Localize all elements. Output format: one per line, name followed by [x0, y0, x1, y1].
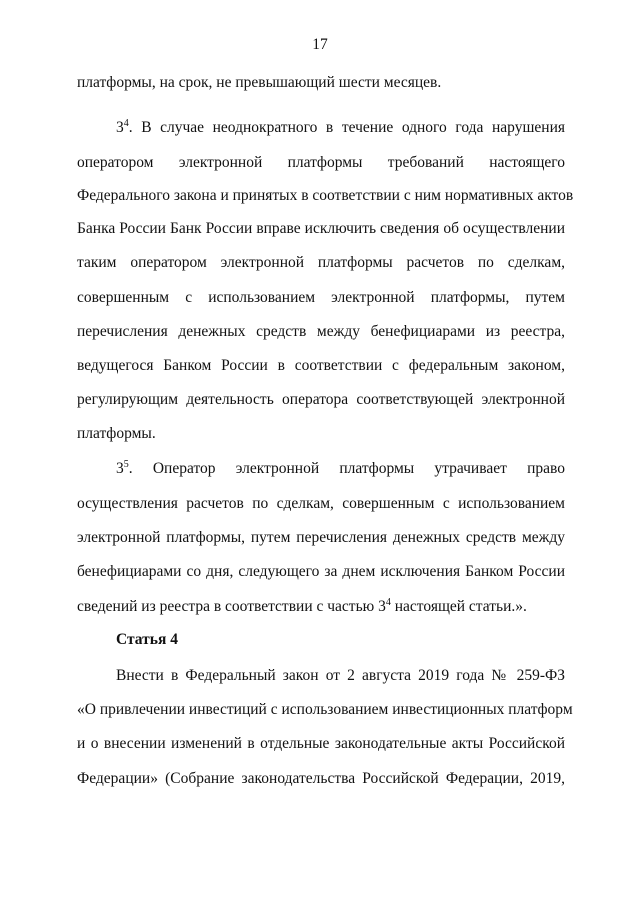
line-text: совершенным с использованием электронной платформы, путем [77, 289, 565, 306]
clause-superscript: 4 [123, 117, 129, 129]
text-line [77, 390, 565, 410]
line-text: платформы, на срок, не превышающий шести месяцев. [77, 74, 442, 91]
text-line [77, 700, 573, 720]
line-text: осуществления расчетов по сделкам, совершенным с использованием [77, 495, 565, 512]
text-line [77, 528, 565, 548]
line-text-tail: настоящей статьи.». [390, 598, 527, 615]
line-text: сведений из реестра в соответствии с частью 3 [77, 598, 386, 615]
line-text: . В случае неоднократного в течение одного года нарушения [128, 119, 565, 136]
reference-superscript: 4 [385, 596, 391, 608]
line-text: таким оператором электронной платформы расчетов по сделкам, [77, 254, 565, 271]
text-line [77, 253, 565, 273]
text-line [116, 118, 565, 138]
clause-number: 3 [116, 460, 124, 477]
line-text: бенефициарами со дня, следующего за днем исключения Банком России [77, 563, 565, 580]
line-text: Федерального закона и принятых в соответствии с ним нормативных актов [77, 187, 574, 204]
text-line [77, 322, 565, 342]
text-line [77, 288, 565, 308]
line-text: и о внесении изменений в отдельные законодательные акты Российской [77, 735, 565, 752]
line-text: Внести в Федеральный закон от 2 августа 2019 года № 259-ФЗ [116, 667, 565, 684]
text-line [116, 459, 565, 479]
line-text: перечисления денежных средств между бенефициарами из реестра, [77, 323, 565, 340]
text-line [77, 73, 565, 93]
text-line [77, 186, 574, 206]
line-text: платформы. [77, 425, 156, 442]
text-line [116, 666, 565, 686]
clause-superscript: 5 [123, 458, 129, 470]
text-line [77, 153, 565, 173]
line-text: электронной платформы, путем перечисления денежных средств между [77, 529, 565, 546]
line-text: «О привлечении инвестиций с использованием инвестиционных платформ [77, 701, 573, 718]
article-heading: Статья 4 [116, 631, 178, 648]
line-text: Федерации» (Собрание законодательства Российской Федерации, 2019, [77, 770, 565, 787]
page-number: 17 [312, 36, 328, 53]
text-line [77, 562, 565, 582]
text-line [77, 424, 565, 444]
line-text: Банка России Банк России вправе исключить сведения об осуществлении [77, 220, 565, 237]
line-text: ведущегося Банком России в соответствии с федеральным законом, [77, 357, 565, 374]
text-line [77, 219, 565, 239]
text-line [77, 734, 565, 754]
line-text: регулирующим деятельность оператора соответствующей электронной [77, 391, 565, 408]
clause-number: 3 [116, 119, 124, 136]
text-line [77, 494, 565, 514]
text-line [77, 597, 565, 617]
text-line [77, 769, 565, 789]
line-text: оператором электронной платформы требований настоящего [77, 154, 565, 171]
text-line [77, 356, 565, 376]
line-text: . Оператор электронной платформы утрачивает право [128, 460, 565, 477]
